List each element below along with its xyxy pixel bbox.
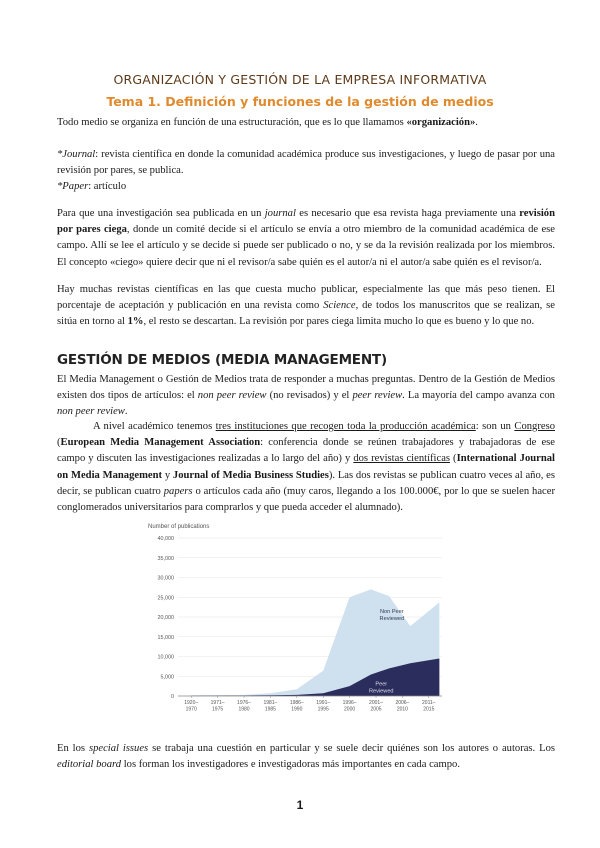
media-management-paragraph: El Media Management o Gestión de Medios trata de responder a muchas preguntas. Dentro de la Gestión de Medios existen dos tipos de artículos: el non peer review (no revisados) y el peer review. La mayoría del campo avanza con non peer review. <box>57 374 555 418</box>
x-tick-label: 2006– <box>395 700 410 706</box>
x-tick-label: 2015 <box>423 706 435 713</box>
journal-definition: *Journal: revista científica en donde la comunidad académica produce sus investigaciones, y luego de pasar por una revisión por pares, se publica. <box>57 149 555 177</box>
x-tick-label: 1995 <box>317 706 329 713</box>
y-tick-label: 35,000 <box>157 555 174 562</box>
academic-institutions-paragraph: A nivel académico tenemos tres instituciones que recogen toda la producción académica: son un Congreso (European Media Management Association: conferencia donde se reúnen trabajadores y trabajadoras de ese campo y discuten las investigaciones realizadas a lo largo del año) y dos revistas científicas (International Journal on Media Management y Journal of Media Business Studies). Las dos revistas se publican cuatro veces al año, es decir, se publican cuatro papers o artículos cada año (muy caros, llegando a los 100.000€, por lo que se suelen hacer conglomerados universitarios para comprarlos y que pueda acceder el alumnado). <box>57 421 556 514</box>
x-tick-label: 1981– <box>263 700 278 706</box>
chart-series-areas <box>191 589 439 696</box>
x-tick-label: 1991– <box>316 700 331 706</box>
y-tick-label: 5,000 <box>160 674 174 681</box>
series-label: Reviewed <box>368 688 394 695</box>
x-tick-label: 2005 <box>370 706 382 713</box>
x-tick-label: 1986– <box>289 700 304 706</box>
x-tick-label: 1975 <box>212 706 224 713</box>
peer-review-paragraph: Para que una investigación sea publicada en un journal es necesario que esa revista haga previamente una revisión por pares ciega, donde un comité decide si el artículo se envía a otro miembro de la comunidad académica de ese campo. Allí se lee el artículo y se decide si puede ser publicado o no, y se da la revisión realizada por los miembros. El concepto «ciego» quiere decir que ni el revisor/a sabe quién es el autor/a ni el autor/a sabe quién es el revisor/a. <box>57 208 555 268</box>
x-tick-label: 1990 <box>291 706 303 713</box>
document-title: ORGANIZACIÓN Y GESTIÓN DE LA EMPRESA INFORMATIVA <box>113 72 487 87</box>
y-tick-label: 25,000 <box>157 595 174 602</box>
x-tick-label: 1971– <box>210 700 225 706</box>
y-tick-label: 20,000 <box>157 615 174 621</box>
x-tick-label: 1996– <box>342 700 357 706</box>
x-tick-label: 1985 <box>264 706 276 713</box>
publications-area-chart <box>146 520 448 726</box>
y-tick-label: 0 <box>171 694 174 700</box>
series-label: Reviewed <box>379 616 405 623</box>
x-tick-label: 1976– <box>237 700 251 706</box>
page-number: 1 <box>296 798 304 812</box>
y-tick-label: 40,000 <box>157 536 174 542</box>
chart-axes <box>178 696 442 698</box>
x-tick-label: 2001– <box>369 700 383 706</box>
special-issues-paragraph: En los special issues se trabaja una cuestión en particular y se suele decir quiénes son los autores o autoras. Los editorial board los forman los investigadores e investigadoras más importantes en cada campo. <box>57 743 555 771</box>
paper-definition: *Paper: artículo <box>57 181 127 192</box>
x-tick-label: 1980 <box>238 706 250 713</box>
y-tick-label: 30,000 <box>157 575 174 582</box>
x-tick-label: 2000 <box>344 706 356 713</box>
series-label: Peer <box>375 681 388 688</box>
x-tick-label: 1920– <box>184 700 199 706</box>
acceptance-paragraph: Hay muchas revistas científicas en las que cuesta mucho publicar, especialmente las que más peso tienen. El porcentaje de aceptación y publicación en una revista como Science, de todos los manuscritos que se realizan, se sitúa en torno al 1%, el resto se descartan. La revisión por pares ciega limita mucho lo que es bueno y lo que no. <box>57 284 555 328</box>
publications-chart <box>146 520 448 726</box>
x-tick-label: 2010 <box>396 706 408 713</box>
x-tick-label: 2011– <box>422 700 436 706</box>
section-heading: GESTIÓN DE MEDIOS (MEDIA MANAGEMENT) <box>57 352 387 368</box>
series-label: Non Peer <box>380 609 404 616</box>
y-axis-label: Number of publications <box>148 524 210 530</box>
intro-paragraph: Todo medio se organiza en función de una estructuración, que es lo que llamamos «organización». <box>57 117 478 128</box>
topic-subtitle: Tema 1. Definición y funciones de la gestión de medios <box>106 94 494 109</box>
x-tick-label: 1970 <box>185 706 197 713</box>
y-tick-label: 15,000 <box>157 634 174 641</box>
y-tick-label: 10,000 <box>157 654 174 661</box>
